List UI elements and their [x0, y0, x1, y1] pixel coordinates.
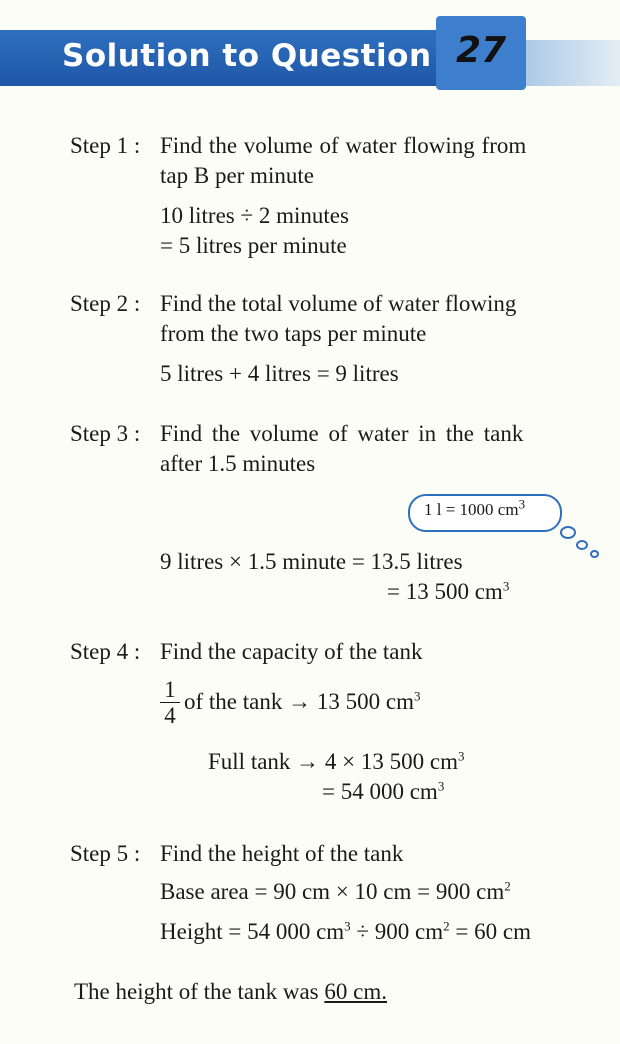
step-4-label: Step 4 : — [70, 639, 141, 664]
step-3-title-line-2: after 1.5 minutes — [160, 451, 316, 476]
fraction-denominator: 4 — [164, 703, 176, 728]
step-1-title-line-2: tap B per minute — [160, 163, 314, 188]
page-title: Solution to Question — [62, 38, 432, 74]
step-4-work-line-1: of the tank → 13 500 $cm^3$ — [184, 688, 421, 714]
conclusion — [74, 980, 387, 1003]
step-4-title-line-1: Find the capacity of the tank — [160, 639, 423, 664]
step-1-title-line-1: Find the volume of water flowing from — [160, 133, 527, 158]
step-5-work-line-2: Height = 54 000 $cm^3 \div 900$ $cm^2 = 60$ cm — [160, 918, 531, 944]
step-2-title-line-2: from the two taps per minute — [160, 321, 427, 346]
step-3-work-line-1: 9 litres × 1.5 minute = 13.5 litres — [160, 549, 463, 574]
step-2-work-line-1: 5 litres + 4 litres = 9 litres — [160, 361, 399, 386]
fraction-numerator: 1 — [160, 678, 180, 703]
step-1-label: Step 1 : — [70, 133, 141, 158]
step-5-label: Step 5 : — [70, 841, 141, 866]
step-3-work-line-2: = 13 500 $cm^3$ — [387, 578, 510, 604]
step-3-label: Step 3 : — [70, 421, 141, 446]
step-5-title-line-1: Find the height of the tank — [160, 841, 404, 866]
fraction-one-quarter — [160, 678, 180, 727]
step-2-label: Step 2 : — [70, 291, 141, 316]
conversion-note: 1 l = 1000 $cm^3$ — [424, 496, 526, 519]
step-5-work-line-1: Base area = 90 cm × 10 cm = 900 $cm^2$ — [160, 878, 511, 904]
header-banner-fade — [526, 40, 620, 86]
step-2-title-line-1: Find the total volume of water flowing — [160, 291, 517, 316]
step-1-work-line-2: = 5 litres per minute — [160, 233, 347, 258]
thought-bubble-dot-2 — [576, 540, 588, 550]
thought-bubble-dot-1 — [560, 526, 576, 539]
question-number: 27 — [455, 30, 507, 71]
thought-bubble-dot-3 — [590, 550, 599, 558]
step-4-work-line-3: = 54 000 $cm^3$ — [322, 778, 445, 804]
step-1-work-line-1: 10 litres ÷ 2 minutes — [160, 203, 349, 228]
step-4-work-line-2: Full tank → 4 × 13 500 $cm^3$ — [208, 748, 465, 774]
conclusion-text: The height of the tank was — [74, 979, 319, 1004]
step-3-title-line-1: Find the volume of water in the tank — [160, 421, 524, 446]
final-answer: 60 cm. — [324, 979, 387, 1004]
